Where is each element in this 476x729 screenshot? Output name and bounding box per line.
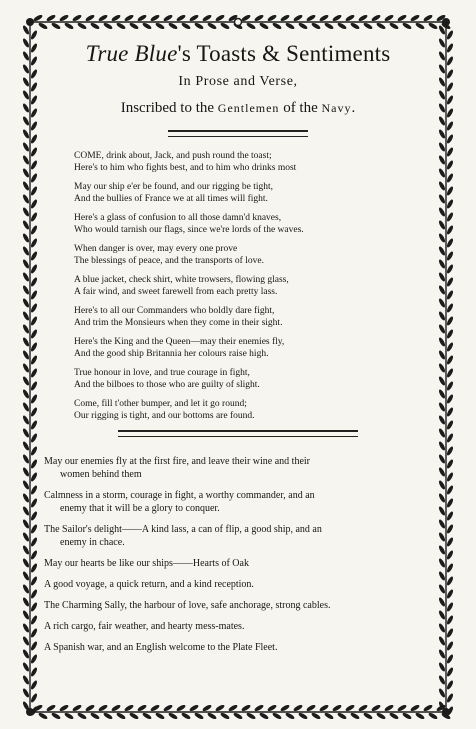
dedication: [44, 98, 432, 118]
dedication-caps-gentlemen: Gentlemen: [217, 101, 280, 115]
verse-line: Here's to all our Commanders who boldly dare fight,: [74, 306, 275, 316]
verse-line: COME, drink about, Jack, and push round the toast;: [74, 151, 272, 161]
verse-line: And the good ship Britannia her colours raise high.: [74, 348, 269, 359]
verse-couplet: [74, 151, 432, 174]
verse-line: And trim the Monsieurs when they come in their sight.: [74, 317, 283, 328]
toast-item: [44, 455, 432, 481]
toast-item: [44, 523, 432, 549]
verse-line: When danger is over, may every one prove: [74, 244, 238, 254]
toast-line: May our hearts be like our ships——Hearts of Oak: [44, 558, 249, 569]
toast-item: [44, 557, 432, 570]
verse-couplet: [74, 275, 432, 298]
verse-line: True honour in love, and true courage in fight,: [74, 368, 250, 378]
toast-line: enemy that it will be a glory to conquer.: [60, 503, 220, 514]
dedication-mid: of the: [279, 100, 322, 116]
verse-line: Here's a glass of confusion to all those damn'd knaves,: [74, 213, 282, 223]
toast-line: A rich cargo, fair weather, and hearty mess-mates.: [44, 621, 245, 632]
verse-line: Here's the King and the Queen—may their enemies fly,: [74, 337, 285, 347]
toast-line: Calmness in a storm, courage in fight, a worthy commander, and an: [44, 490, 315, 501]
toast-item: [44, 620, 432, 633]
toast-item: [44, 641, 432, 654]
verse-line: Our rigging is tight, and our bottoms are found.: [74, 410, 255, 421]
toast-line: enemy in chace.: [60, 537, 125, 548]
title-rest: 's Toasts & Sentiments: [177, 41, 391, 66]
divider-rule-long: [118, 430, 358, 437]
toast-section: [44, 455, 432, 654]
divider-rule: [168, 130, 308, 137]
verse-line: Who would tarnish our flags, since we're lords of the waves.: [74, 224, 304, 235]
verse-section: [74, 151, 432, 422]
verse-line: A fair wind, and sweet farewell from each pretty lass.: [74, 286, 278, 297]
verse-couplet: [74, 182, 432, 205]
subtitle: In Prose and Verse,: [178, 74, 298, 89]
verse-couplet: [74, 306, 432, 329]
verse-line: Here's to him who fights best, and to him who drinks most: [74, 162, 297, 173]
toast-line: May our enemies fly at the first fire, and leave their wine and their: [44, 456, 311, 467]
dedication-end: .: [351, 100, 356, 116]
verse-line: And the bullies of France we at all times will fight.: [74, 193, 268, 204]
verse-line: A blue jacket, check shirt, white trowsers, flowing glass,: [74, 275, 289, 285]
verse-couplet: [74, 337, 432, 360]
page-title: [44, 40, 432, 68]
verse-couplet: [74, 213, 432, 236]
toast-item: [44, 489, 432, 515]
verse-couplet: [74, 244, 432, 267]
toast-line: The Charming Sally, the harbour of love, safe anchorage, strong cables.: [44, 600, 331, 611]
dedication-caps-navy: Navy: [321, 101, 352, 115]
verse-line: And the bilboes to those who are guilty of slight.: [74, 379, 260, 390]
toast-line: A good voyage, a quick return, and a kind reception.: [44, 579, 254, 590]
dedication-pre: Inscribed to the: [120, 100, 218, 116]
verse-line: Come, fill t'other bumper, and let it go round;: [74, 399, 247, 409]
title-italic: True Blue: [85, 41, 178, 66]
toast-item: [44, 578, 432, 591]
toast-line: women behind them: [60, 469, 142, 480]
verse-line: The blessings of peace, and the transports of love.: [74, 255, 264, 266]
toast-line: The Sailor's delight——A kind lass, a can of flip, a good ship, and an: [44, 524, 322, 535]
broadside-content: [44, 38, 432, 662]
verse-couplet: [74, 368, 432, 391]
toast-line: A Spanish war, and an English welcome to the Plate Fleet.: [44, 642, 278, 653]
toast-item: [44, 599, 432, 612]
verse-line: May our ship e'er be found, and our rigging be tight,: [74, 182, 274, 192]
verse-couplet: [74, 399, 432, 422]
